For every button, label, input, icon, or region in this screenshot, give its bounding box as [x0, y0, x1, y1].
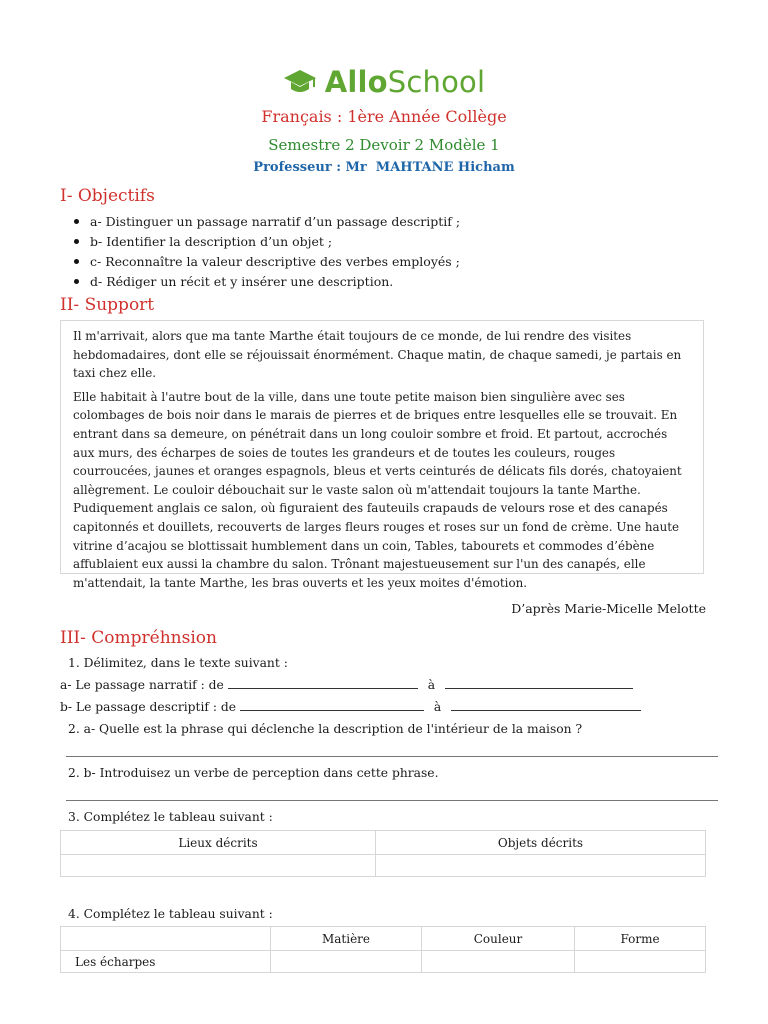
table-cell[interactable] [61, 855, 376, 877]
answer-blank[interactable] [451, 709, 641, 711]
table-cell[interactable] [422, 951, 575, 973]
table-row-label: Les écharpes [61, 951, 271, 973]
objectifs-list [72, 212, 460, 292]
logo-text: AlloSchool [324, 65, 486, 99]
text-author: D’après Marie-Micelle Melotte [511, 601, 706, 616]
table-cell[interactable] [271, 951, 422, 973]
table-row [61, 951, 706, 973]
question-1b [60, 700, 641, 714]
objectifs-heading: I- Objectifs [60, 186, 155, 206]
answer-blank[interactable] [240, 709, 424, 711]
answer-blank[interactable] [445, 687, 633, 689]
table-header-cell: Objets décrits [376, 831, 706, 855]
question-1a-label: a- Le passage narratif : de [60, 678, 224, 692]
question-2a: 2. a- Quelle est la phrase qui déclenche la description de l'intérieur de la maison ? [68, 722, 583, 736]
question-1b-label: b- Le passage descriptif : de [60, 700, 237, 714]
table-header-cell: Matière [271, 927, 422, 951]
question-4: 4. Complétez le tableau suivant : [68, 907, 273, 921]
table-header-row [61, 831, 706, 855]
list-item: c- Reconnaître la valeur descriptive des verbes employés ; [72, 252, 460, 272]
table-lieux-objets [60, 830, 706, 877]
question-3: 3. Complétez le tableau suivant : [68, 810, 273, 824]
comprehension-heading: III- Compréhnsion [60, 628, 217, 648]
answer-line[interactable] [66, 800, 718, 801]
a-label: à [427, 678, 436, 692]
table-header-cell [61, 927, 271, 951]
table-cell[interactable] [376, 855, 706, 877]
question-1: 1. Délimitez, dans le texte suivant : [68, 656, 288, 670]
support-paragraph-2: Elle habitait à l'autre bout de la ville, dans une toute petite maison bien singulière avec ses colombages de bois noir dans le marais de pierres et de briques entre lesquelles elle se trouvait. En entrant dans sa demeure, on pénétrait dans un long couloir sombre et froid. Et partout, accrochés aux murs, des écharpes de soies de toutes les grandeurs et de toutes les couleurs, rouges courroucées, jaunes et oranges espagnols, bleus et verts ceinturés de délicats fils dorés, chatoyaient allègrement. Le couloir débouchait sur le vaste salon où m'attendait toujours la tante Marthe. Pudiquement anglais ce salon, où figuraient des fauteuils crapauds de velours rose et des canapés capitonnés et douillets, recouverts de larges fleurs rouges et roses sur un fond de crème. Une haute vitrine d’acajou se blottissait humblement dans un coin, Tables, tabourets et commodes d’ébène affublaient eux aussi la chambre du salon. Trônant majestueusement sur l'un des canapés, elle m'attendait, la tante Marthe, les bras ouverts et les yeux moites d'émotion. [73, 389, 682, 590]
table-header-cell: Couleur [422, 927, 575, 951]
a-label: à [433, 700, 442, 714]
table-cell[interactable] [575, 951, 706, 973]
table-echarpes [60, 926, 706, 973]
table-row [61, 855, 706, 877]
answer-blank[interactable] [228, 687, 418, 689]
table-header-row [61, 927, 706, 951]
list-item: b- Identifier la description d’un objet ; [72, 232, 460, 252]
table-header-cell: Lieux décrits [61, 831, 376, 855]
teacher-name: Professeur : Mr MAHTANE Hicham [253, 160, 515, 175]
answer-line[interactable] [66, 756, 718, 757]
question-2b: 2. b- Introduisez un verbe de perception dans cette phrase. [68, 766, 439, 780]
graduation-cap-icon [283, 67, 317, 97]
document-title: Français : 1ère Année Collège [261, 107, 507, 126]
document-subtitle: Semestre 2 Devoir 2 Modèle 1 [268, 136, 500, 154]
list-item: a- Distinguer un passage narratif d’un passage descriptif ; [72, 212, 460, 232]
alloschool-logo [0, 62, 768, 102]
list-item: d- Rédiger un récit et y insérer une description. [72, 272, 460, 292]
table-header-cell: Forme [575, 927, 706, 951]
support-heading: II- Support [60, 295, 155, 315]
support-paragraph-1: Il m'arrivait, alors que ma tante Marthe était toujours de ce monde, de lui rendre des visites hebdomadaires, dont elle se réjouissait énormément. Chaque matin, de chaque samedi, je partais en taxi chez elle. [73, 329, 682, 381]
question-1a [60, 678, 633, 692]
support-text-box [60, 320, 704, 590]
